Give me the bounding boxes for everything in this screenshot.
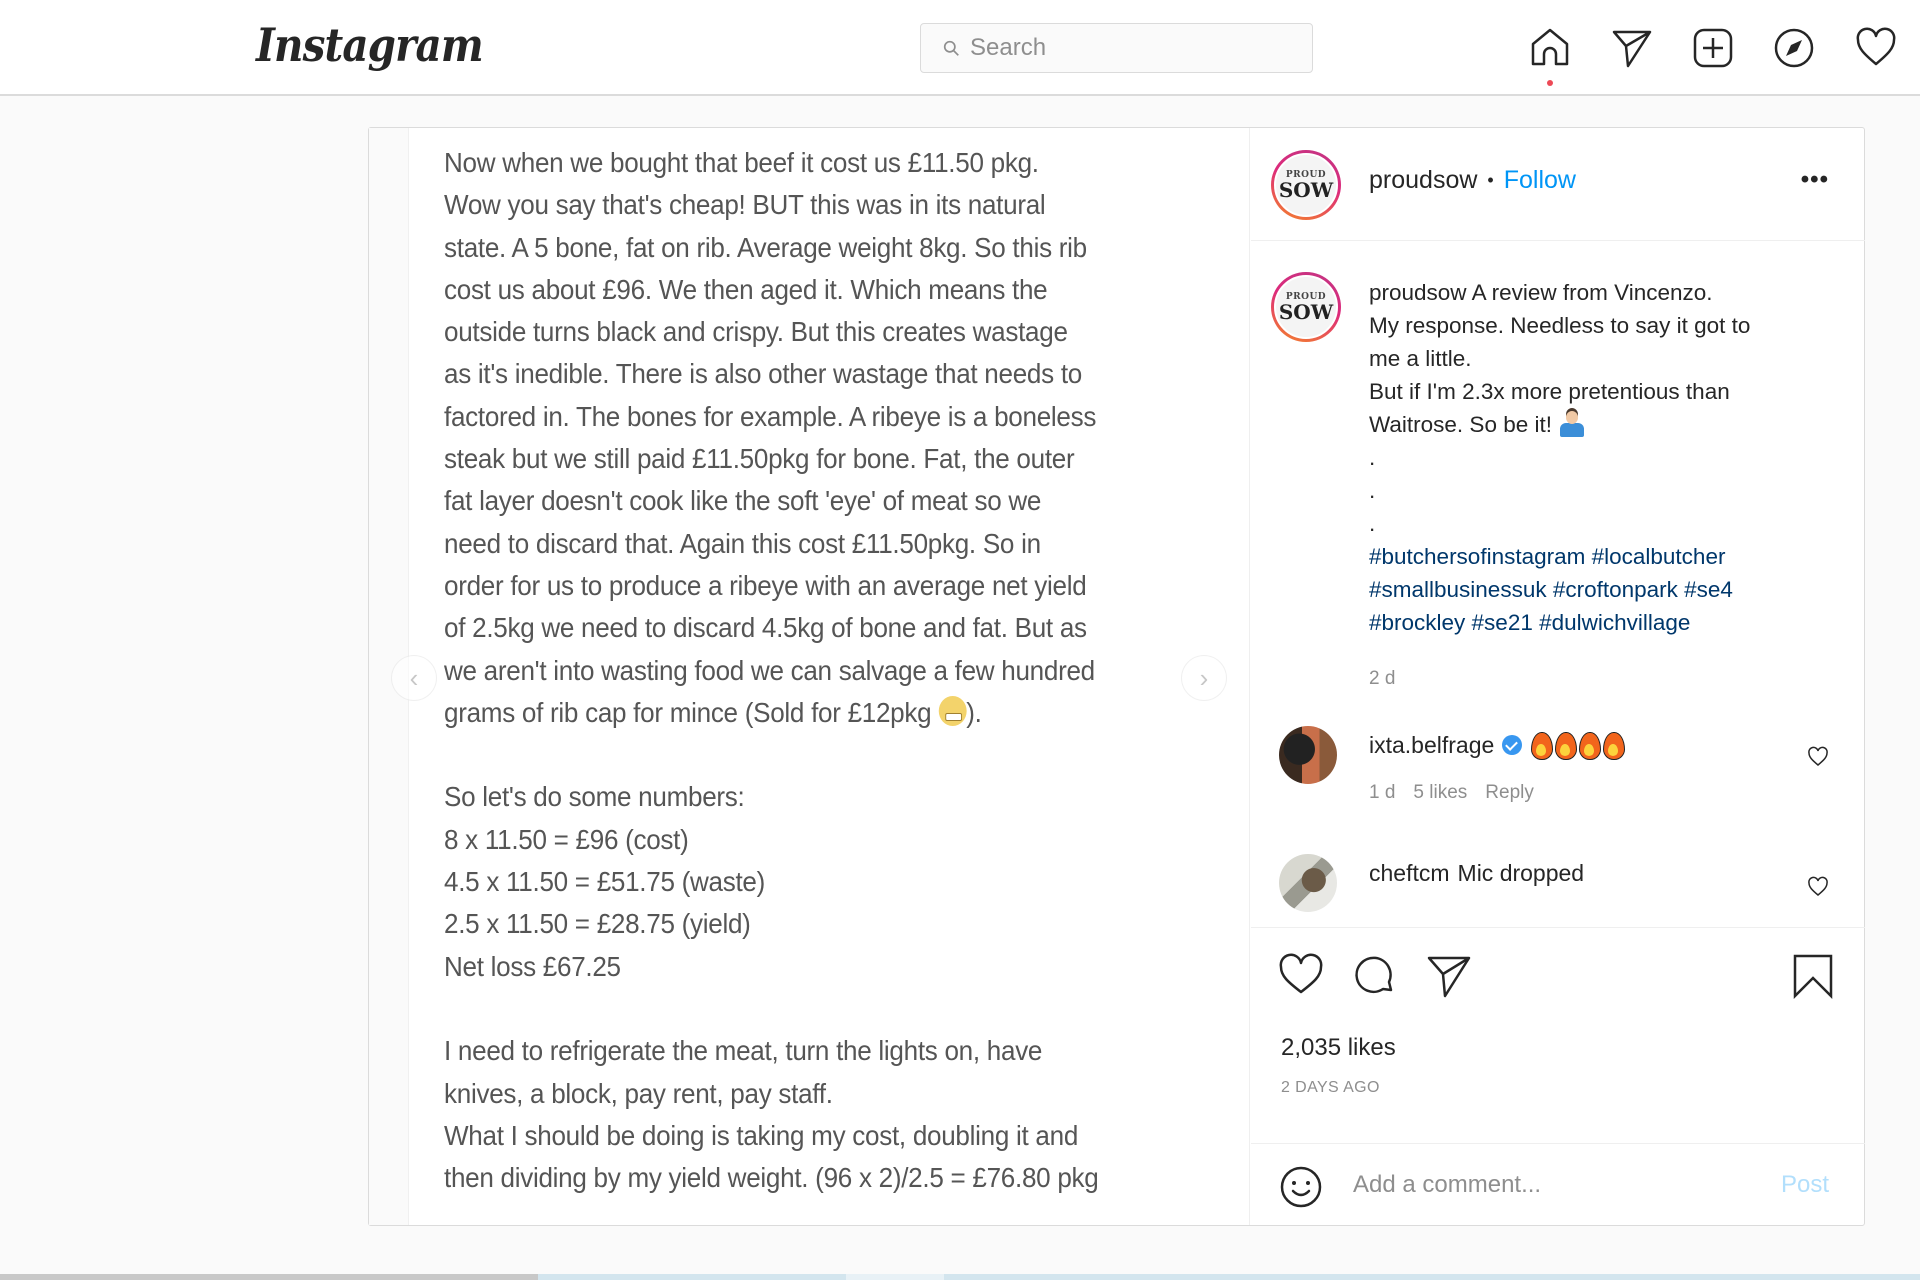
- shrugging-emoji-icon: [1558, 409, 1586, 437]
- more-horizontal-icon: •••: [1800, 166, 1829, 193]
- caption-text: But if I'm 2.3x more pretentious than: [1369, 379, 1730, 404]
- post-actions: [1251, 928, 1865, 1144]
- active-page-indicator: [1547, 80, 1553, 86]
- activity-button[interactable]: [1854, 26, 1898, 70]
- search-box[interactable]: [920, 23, 1313, 73]
- activity-heart-icon: [1854, 26, 1898, 70]
- image-text-line: need to discard that. Again this cost £11.50pkg. So in: [444, 527, 1041, 559]
- image-text-line: we aren't into wasting food we can salvage a few hundred: [444, 654, 1095, 686]
- emoji-smiley-icon[interactable]: [1279, 1165, 1323, 1209]
- direct-messages-button[interactable]: [1610, 26, 1654, 70]
- caption-timestamp[interactable]: 2 d: [1369, 668, 1396, 689]
- avatar-logo-main: SOW: [1278, 300, 1334, 324]
- post-timestamp[interactable]: 2 DAYS AGO: [1281, 1079, 1380, 1096]
- fire-emoji-icon: [1578, 730, 1600, 760]
- home-icon: [1528, 26, 1572, 70]
- bottom-taskbar-highlight: [846, 1274, 944, 1280]
- fire-emoji-icon: [1530, 730, 1552, 760]
- reply-button[interactable]: Reply: [1485, 782, 1534, 803]
- image-text-line: Wow you say that's cheap! BUT this was in its natural: [444, 189, 1046, 221]
- save-button[interactable]: [1789, 952, 1837, 1000]
- share-button[interactable]: [1425, 952, 1473, 1000]
- caption-dot: .: [1369, 445, 1376, 470]
- like-button[interactable]: [1277, 952, 1325, 1000]
- comment-meta: [1369, 782, 1534, 804]
- chevron-right-icon: ›: [1199, 662, 1209, 693]
- commenter-avatar[interactable]: [1279, 726, 1337, 784]
- heart-icon: [1277, 952, 1325, 1000]
- image-text-line: then dividing by my yield weight. (96 x 2)/2.5 = £76.80 pkg: [444, 1162, 1099, 1194]
- image-text-line: What I should be doing is taking my cost, doubling it and: [444, 1119, 1079, 1151]
- caption-hashtags[interactable]: #butchersofinstagram #localbutcher: [1369, 544, 1726, 569]
- caption-hashtags[interactable]: #brockley #se21 #dulwichvillage: [1369, 610, 1691, 635]
- author-avatar[interactable]: [1271, 150, 1341, 220]
- caption-text: Waitrose. So be it!: [1369, 412, 1559, 437]
- explore-compass-icon: [1772, 26, 1816, 70]
- caption-author-avatar[interactable]: [1271, 272, 1341, 342]
- fire-emoji-icon: [1554, 730, 1576, 760]
- caption-dot: .: [1369, 511, 1376, 536]
- likes-count[interactable]: 2,035 likes: [1281, 1034, 1396, 1061]
- caption-dot: .: [1369, 478, 1376, 503]
- comment-time[interactable]: 1 d: [1369, 782, 1396, 803]
- more-options-button[interactable]: [1801, 166, 1829, 194]
- image-text-line: order for us to produce a ribeye with an average net yield: [444, 569, 1087, 601]
- post-side-panel: [1251, 128, 1865, 1225]
- new-post-icon: [1691, 26, 1735, 70]
- bookmark-icon: [1789, 952, 1837, 1000]
- chevron-left-icon: ‹: [409, 662, 419, 693]
- fire-emoji-icon: [1602, 730, 1624, 760]
- image-text-line: knives, a block, pay rent, pay staff.: [444, 1077, 833, 1109]
- avatar-logo-main: SOW: [1278, 178, 1334, 202]
- instagram-logo[interactable]: Instagram: [256, 18, 483, 72]
- post-image-text: [444, 142, 1179, 1199]
- comment-like-heart-icon[interactable]: [1807, 746, 1829, 768]
- caption-username[interactable]: proudsow: [1369, 280, 1467, 305]
- comment-body: [1369, 730, 1626, 760]
- verified-badge-icon: [1502, 735, 1522, 755]
- image-text-line: 8 x 11.50 = £96 (cost): [444, 823, 689, 855]
- comment-button[interactable]: [1351, 952, 1399, 1000]
- comment-bubble-icon: [1351, 952, 1399, 1000]
- image-text-line: Now when we bought that beef it cost us £11.50 pkg.: [444, 147, 1039, 178]
- image-text-line: outside turns black and crispy. But this creates wastage: [444, 316, 1068, 348]
- comment-username[interactable]: cheftcm: [1369, 860, 1450, 886]
- image-text-line: I need to refrigerate the meat, turn the lights on, have: [444, 1035, 1043, 1067]
- search-input[interactable]: [970, 34, 1290, 62]
- image-text-line: factored in. The bones for example. A ribeye is a boneless: [444, 400, 1097, 432]
- comment-input[interactable]: [1353, 1163, 1753, 1207]
- bottom-edge-strip: [0, 1274, 538, 1280]
- avatar-logo-top: PROUD: [1285, 292, 1327, 302]
- image-text-line: state. A 5 bone, fat on rib. Average weight 8kg. So this rib: [444, 231, 1087, 263]
- caption-text: me a little.: [1369, 346, 1472, 371]
- caption-text: My response. Needless to say it got to: [1369, 313, 1751, 338]
- image-text-line: of 2.5kg we need to discard 4.5kg of bone and fat. But as: [444, 612, 1087, 644]
- comments-section[interactable]: [1251, 242, 1865, 928]
- add-comment-bar: [1251, 1145, 1865, 1225]
- post-author: [1369, 166, 1576, 195]
- carousel-prev-button[interactable]: [391, 655, 437, 701]
- direct-send-icon: [1425, 952, 1473, 1000]
- post-caption: [1369, 276, 1839, 639]
- image-text-line: fat layer doesn't cook like the soft 'eye' of meat so we: [444, 485, 1042, 517]
- direct-send-icon: [1610, 26, 1654, 70]
- caption-hashtags[interactable]: #smallbusinessuk #croftonpark #se4: [1369, 577, 1733, 602]
- comment-like-heart-icon[interactable]: [1807, 876, 1829, 898]
- post-media[interactable]: [369, 128, 1250, 1225]
- grimacing-emoji-icon: [938, 696, 966, 726]
- comment-body: [1369, 860, 1584, 887]
- caption-text: A review from Vincenzo.: [1466, 280, 1713, 305]
- image-text-fragment: grams of rib cap for mince (Sold for £12pkg: [444, 696, 939, 728]
- image-text-line: So let's do some numbers:: [444, 781, 745, 813]
- comment-username[interactable]: ixta.belfrage: [1369, 731, 1495, 758]
- commenter-avatar[interactable]: [1279, 854, 1337, 912]
- image-text-line: as it's inedible. There is also other wastage that needs to: [444, 358, 1082, 390]
- image-text-line: [444, 692, 1179, 734]
- image-text-line: steak but we still paid £11.50pkg for bone. Fat, the outer: [444, 443, 1075, 475]
- image-text-line: 2.5 x 11.50 = £28.75 (yield): [444, 908, 751, 940]
- bottom-taskbar-strip: [538, 1274, 1920, 1280]
- image-text-line: Net loss £67.25: [444, 950, 621, 982]
- home-button[interactable]: [1528, 26, 1572, 70]
- top-navigation-bar: [0, 0, 1920, 96]
- comment-likes[interactable]: 5 likes: [1413, 782, 1468, 803]
- follow-button[interactable]: Follow: [1503, 166, 1576, 194]
- search-icon: [943, 40, 960, 57]
- image-text-fragment: ).: [966, 696, 982, 728]
- post-card: [368, 127, 1865, 1226]
- separator-dot: •: [1487, 170, 1494, 190]
- author-username[interactable]: proudsow: [1369, 166, 1478, 194]
- post-comment-button[interactable]: Post: [1780, 1171, 1829, 1198]
- explore-button[interactable]: [1772, 26, 1816, 70]
- comment-text: Mic dropped: [1457, 860, 1585, 886]
- carousel-next-button[interactable]: [1181, 655, 1227, 701]
- post-header: [1251, 128, 1865, 241]
- avatar-logo-top: PROUD: [1285, 170, 1327, 180]
- new-post-button[interactable]: [1691, 26, 1735, 70]
- image-text-line: 4.5 x 11.50 = £51.75 (waste): [444, 866, 766, 898]
- image-text-line: cost us about £96. We then aged it. Which means the: [444, 273, 1048, 305]
